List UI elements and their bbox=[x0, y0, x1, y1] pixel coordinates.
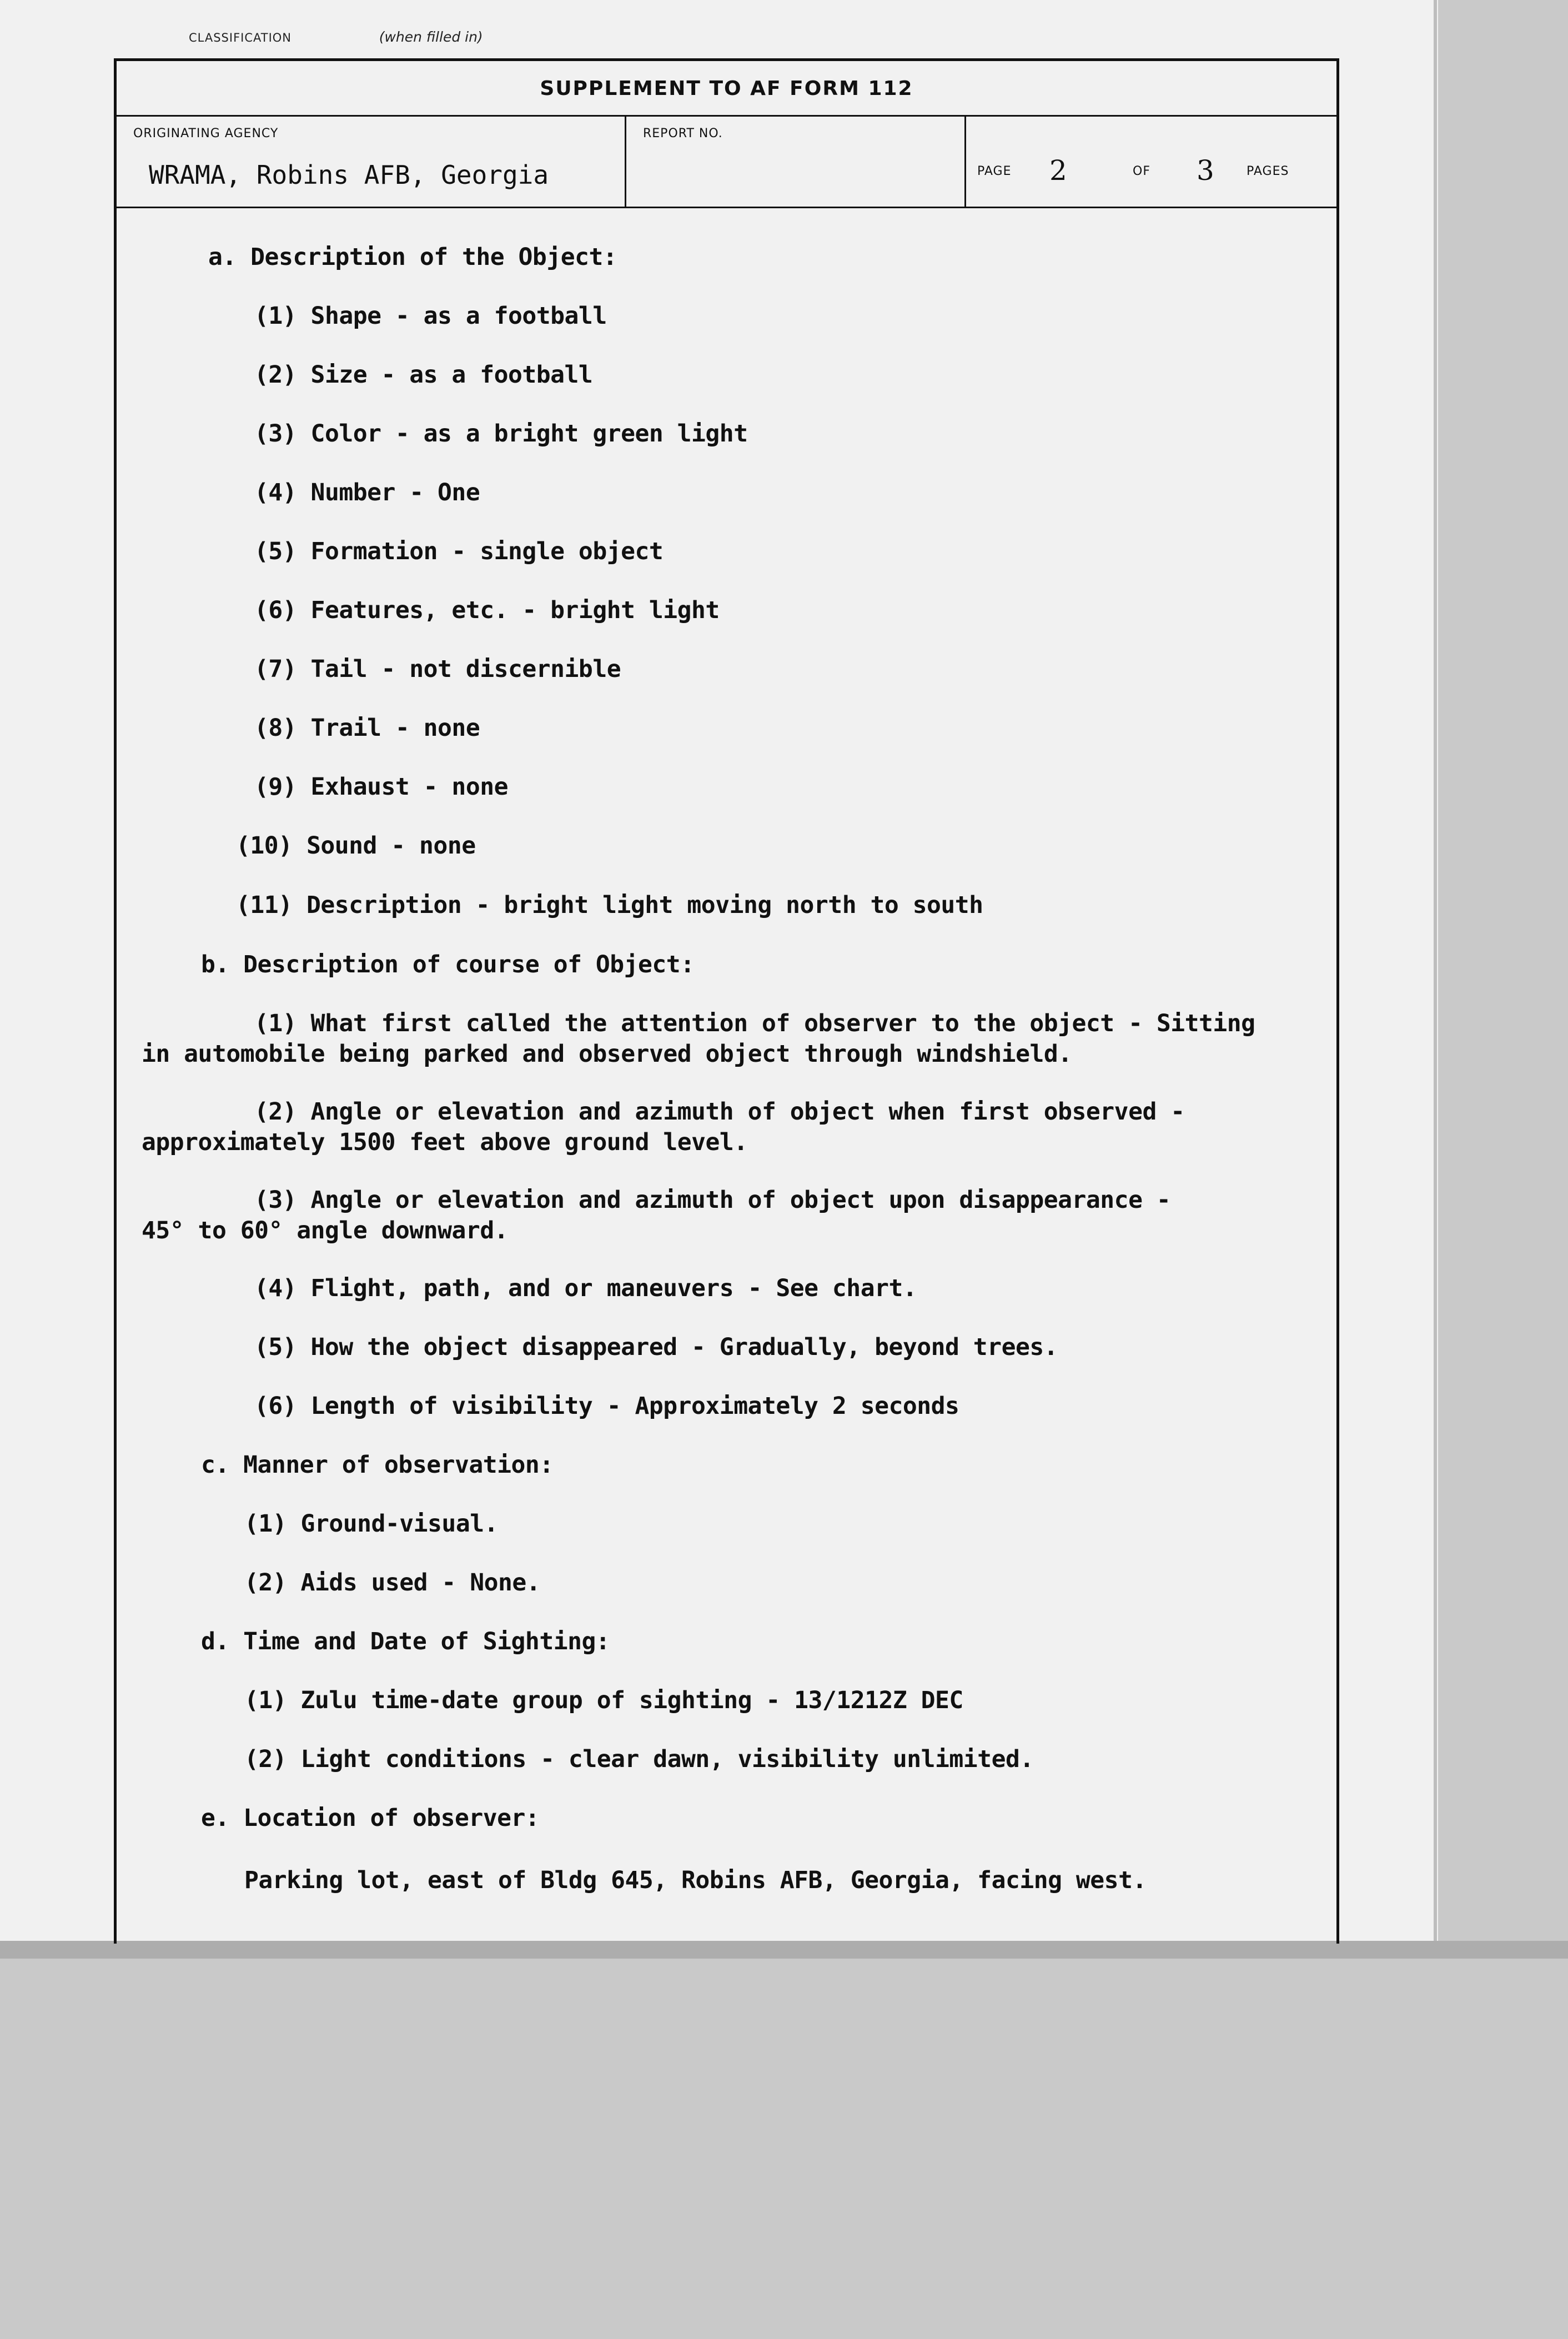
c2-aids-used: (2) Aids used - None. bbox=[244, 1569, 541, 1597]
d1-zulu-time: (1) Zulu time-date group of sighting - 13/1212Z DEC bbox=[244, 1687, 963, 1714]
e-location-text: Parking lot, east of Bldg 645, Robins AFB, Georgia, facing west. bbox=[244, 1866, 1147, 1894]
a-item-color: (3) Color - as a bright green light bbox=[254, 420, 748, 448]
a-item-size: (2) Size - as a football bbox=[254, 361, 593, 389]
b4-flight-path: (4) Flight, path, and or maneuvers - See chart. bbox=[254, 1274, 917, 1302]
of-label: OF bbox=[1133, 164, 1150, 178]
classification-label: CLASSIFICATION bbox=[189, 31, 292, 44]
a-item-trail: (8) Trail - none bbox=[254, 714, 480, 742]
originating-agency-value: WRAMA, Robins AFB, Georgia bbox=[149, 160, 549, 190]
when-filled-note: (when filled in) bbox=[379, 29, 483, 45]
b2-line-2: approximately 1500 feet above ground level. bbox=[142, 1128, 748, 1156]
b3-line-2: 45° to 60° angle downward. bbox=[142, 1217, 509, 1244]
b2-line-1: (2) Angle or elevation and azimuth of object when first observed - bbox=[254, 1098, 1185, 1126]
b1-line-1: (1) What first called the attention of observer to the object - Sitting bbox=[254, 1010, 1255, 1037]
originating-agency-label: ORIGINATING AGENCY bbox=[133, 127, 279, 140]
b6-visibility-length: (6) Length of visibility - Approximately 2 seconds bbox=[254, 1392, 959, 1420]
a-item-features: (6) Features, etc. - bright light bbox=[254, 596, 720, 624]
a-item-number: (4) Number - One bbox=[254, 479, 480, 506]
section-b-heading: b. Description of course of Object: bbox=[201, 951, 695, 978]
section-c-heading: c. Manner of observation: bbox=[201, 1451, 554, 1479]
a-item-shape: (1) Shape - as a football bbox=[254, 302, 607, 330]
page-total: 3 bbox=[1197, 154, 1214, 187]
section-d-heading: d. Time and Date of Sighting: bbox=[201, 1628, 610, 1655]
a-item-sound: (10) Sound - none bbox=[236, 832, 476, 860]
a-item-exhaust: (9) Exhaust - none bbox=[254, 773, 508, 801]
b1-line-2: in automobile being parked and observed object through windshield. bbox=[142, 1040, 1072, 1068]
pages-label: PAGES bbox=[1247, 164, 1289, 178]
b5-disappearance: (5) How the object disappeared - Gradually, beyond trees. bbox=[254, 1333, 1058, 1361]
section-a-heading: a. Description of the Object: bbox=[208, 243, 617, 271]
page-label: PAGE bbox=[977, 164, 1012, 178]
page-number: 2 bbox=[1049, 154, 1067, 187]
b3-line-1: (3) Angle or elevation and azimuth of object upon disappearance - bbox=[254, 1186, 1171, 1214]
a-item-description: (11) Description - bright light moving north to south bbox=[236, 891, 983, 919]
a-item-tail: (7) Tail - not discernible bbox=[254, 655, 621, 683]
section-e-heading: e. Location of observer: bbox=[201, 1804, 540, 1832]
c1-ground-visual: (1) Ground-visual. bbox=[244, 1510, 498, 1538]
a-item-formation: (5) Formation - single object bbox=[254, 538, 664, 565]
report-no-label: REPORT NO. bbox=[643, 127, 723, 140]
d2-light-conditions: (2) Light conditions - clear dawn, visibility unlimited. bbox=[244, 1745, 1034, 1773]
form-title: SUPPLEMENT TO AF FORM 112 bbox=[117, 61, 1336, 117]
